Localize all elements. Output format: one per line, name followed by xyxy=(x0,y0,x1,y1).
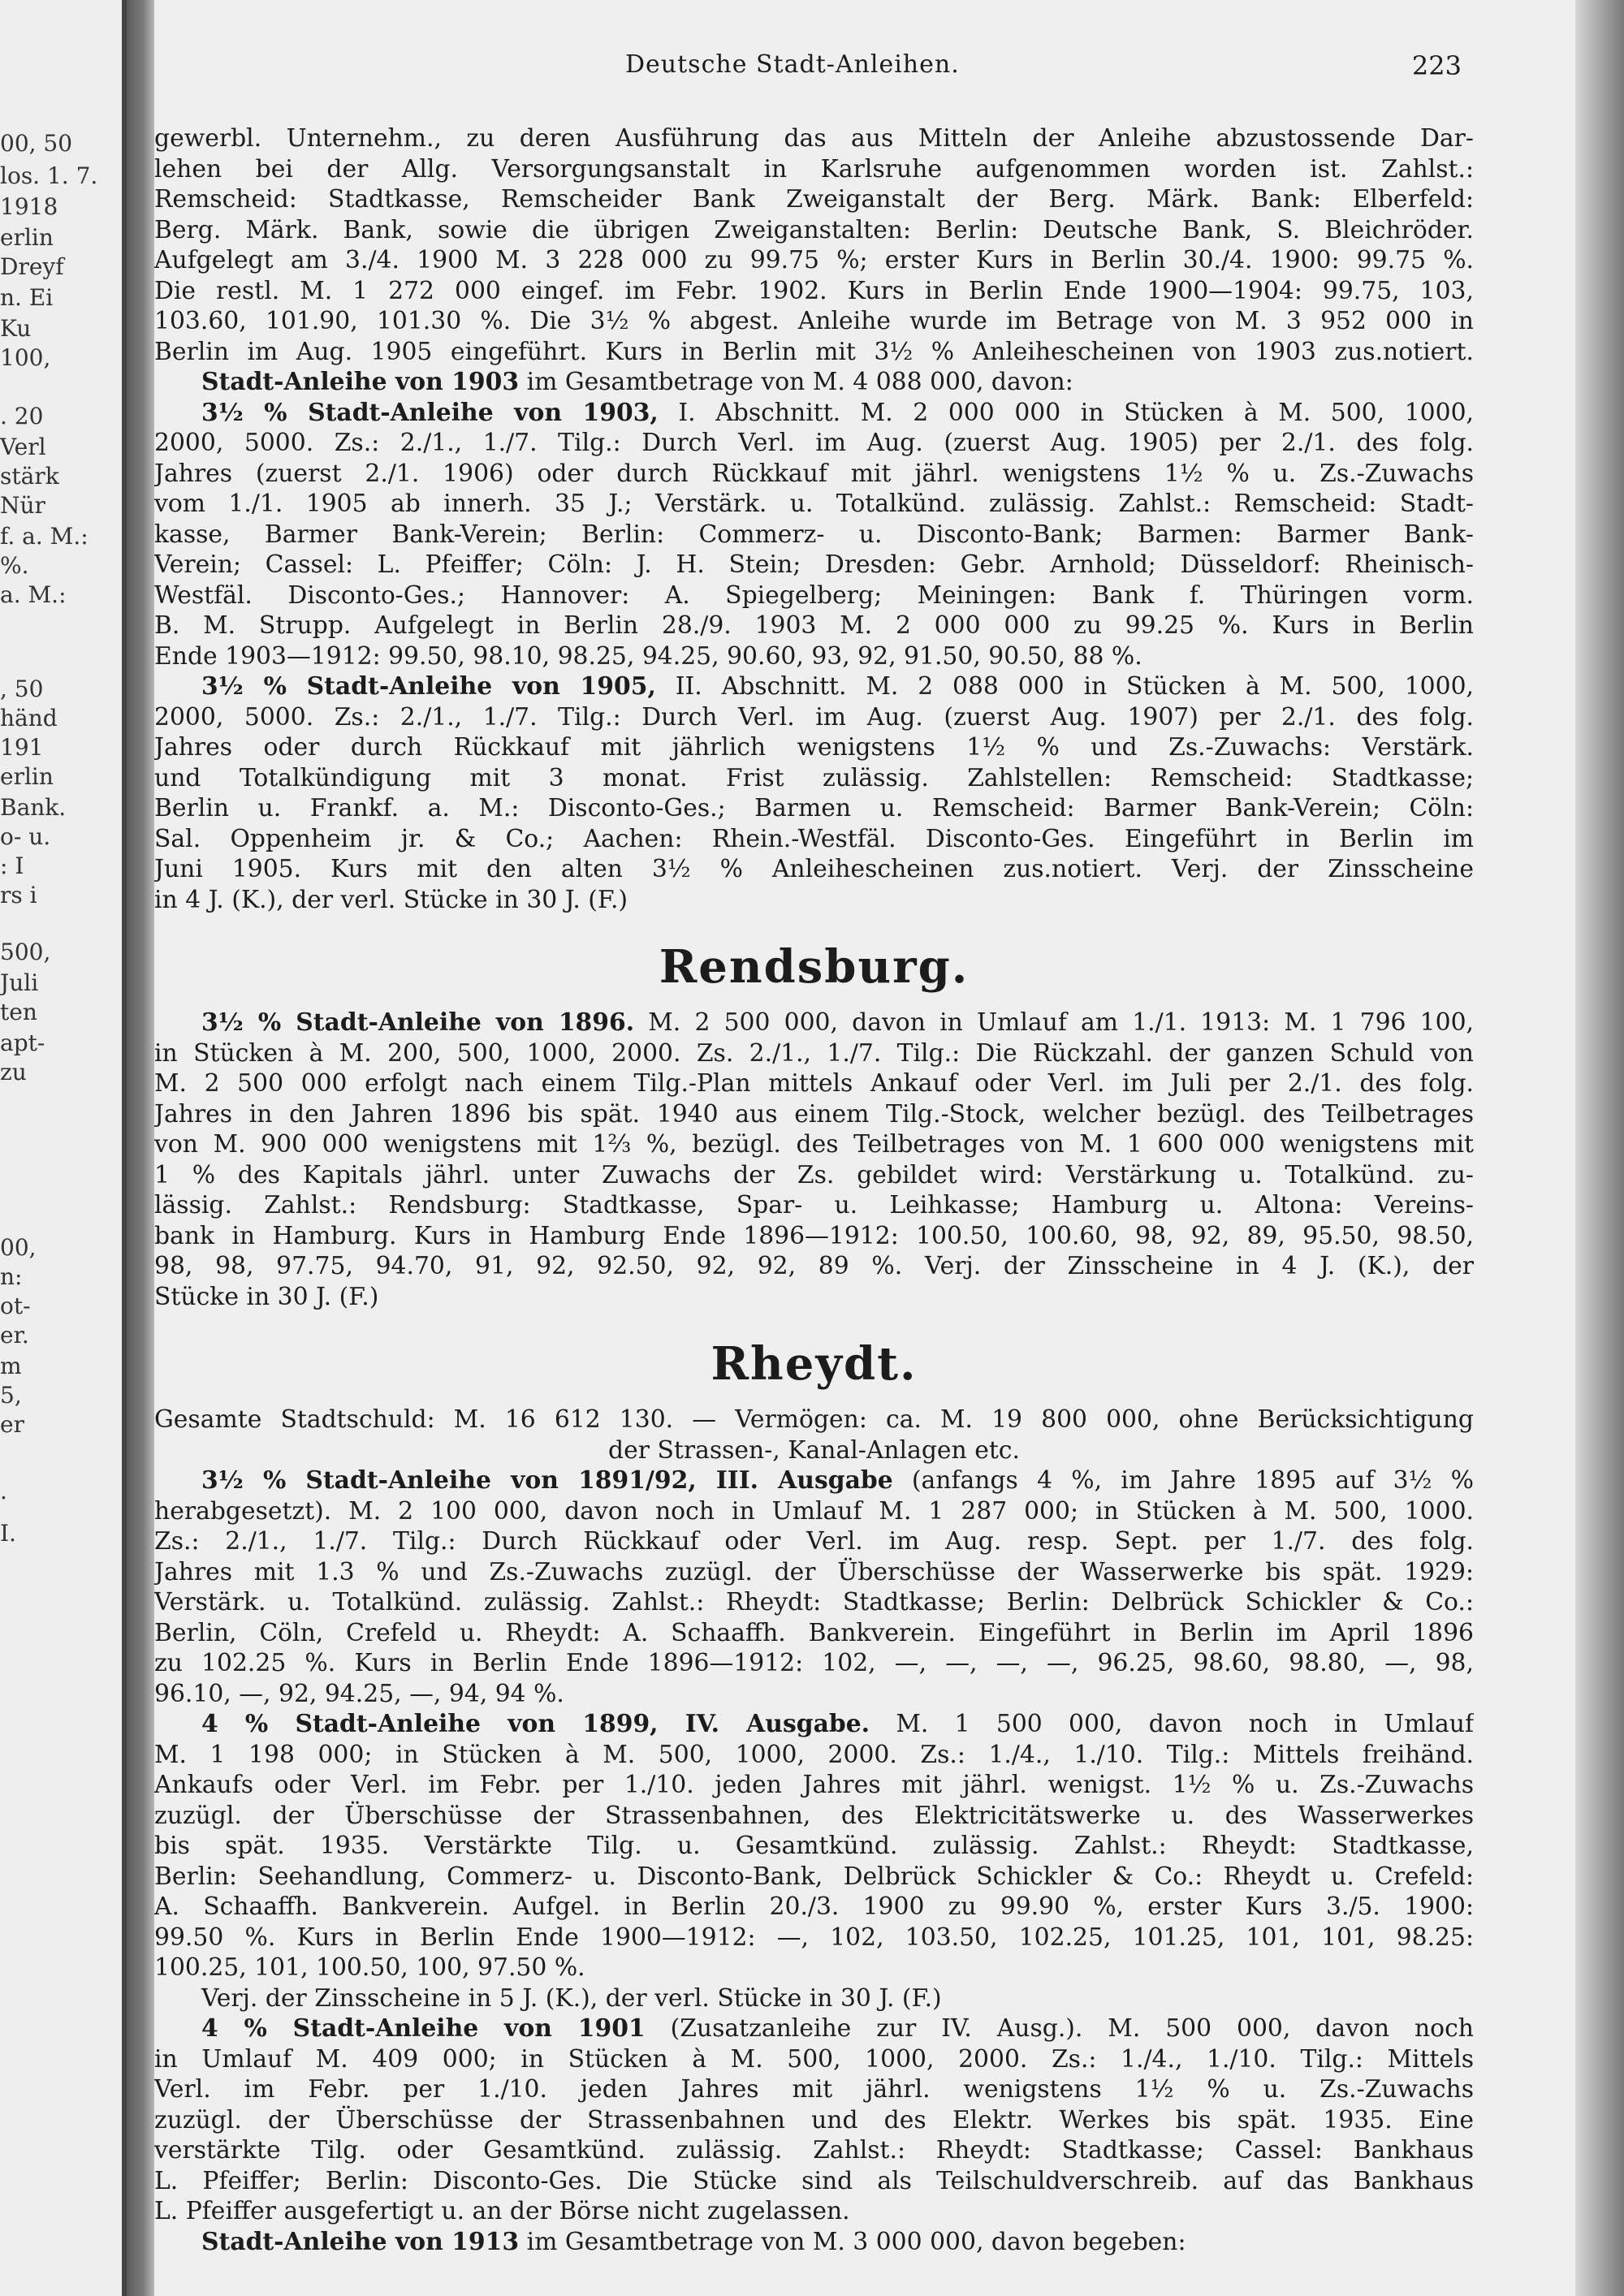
left-page-text-fragment: 00, xyxy=(0,1234,37,1261)
text-line: L. Pfeiffer ausgefertigt u. an der Börse nicht zugelassen. xyxy=(154,2197,850,2225)
loan-title: 3½ % Stadt-Anleihe von 1905, xyxy=(201,672,656,701)
left-page-text-fragment: %. xyxy=(0,552,29,579)
loan-1913-heading: Stadt-Anleihe von 1913 im Gesamtbetrage von M. 3 000 000, davon begeben: xyxy=(201,2227,1186,2256)
text-line: Sal. Oppenheim jr. & Co.; Aachen: Rhein.-Westfäl. Disconto-Ges. Eingeführt in Berlin im xyxy=(154,824,1474,853)
text-line: Remscheid: Stadtkasse, Remscheider Bank Zweiganstalt der Berg. Märk. Bank: Elberfeld: xyxy=(154,185,1474,214)
text-line: Ankaufs oder Verl. im Febr. per 1./10. jeden Jahres mit jährl. wenigst. 1½ % u. Zs.-Zuwachs xyxy=(154,1771,1474,1799)
text-line: Jahres (zuerst 2./1. 1906) oder durch Rückkauf mit jährl. wenigstens 1½ % u. Zs.-Zuwachs xyxy=(154,459,1474,488)
text-line: bis spät. 1935. Verstärkte Tilg. u. Gesamtkünd. zulässig. Zahlst.: Rheydt: Stadtkasse, xyxy=(154,1832,1474,1860)
section-title-rendsburg: Rendsburg. xyxy=(659,940,970,994)
text-line: Jahres in den Jahren 1896 bis spät. 1940 aus einem Tilg.-Stock, welcher bezügl. des Teilbetrages xyxy=(154,1099,1474,1129)
left-page-text-fragment: I. xyxy=(0,1520,16,1547)
text-line: 100.25, 101, 100.50, 100, 97.50 %. xyxy=(154,1953,585,1982)
text-line: kasse, Barmer Bank-Verein; Berlin: Commerz- u. Disconto-Bank; Barmen: Barmer Bank- xyxy=(154,520,1474,549)
left-page-text-fragment: apt- xyxy=(0,1029,45,1056)
text-line: B. M. Strupp. Aufgelegt in Berlin 28./9. 1903 M. 2 000 000 zu 99.25 %. Kurs in Berlin xyxy=(154,611,1474,640)
entry-first-line: 4 % Stadt-Anleihe von 1901 (Zusatzanleihe zur IV. Ausg.). M. 500 000, davon noch xyxy=(201,2014,1474,2043)
left-page-text-fragment: ot- xyxy=(0,1293,31,1319)
text-line: A. Schaaffh. Bankverein. Aufgel. in Berlin 20./3. 1900 zu 99.90 %, erster Kurs 3./5. 1900: xyxy=(154,1892,1474,1921)
text-line: in Umlauf M. 409 000; in Stücken à M. 500, 1000, 2000. Zs.: 1./4., 1./10. Tilg.: Mittels xyxy=(154,2044,1474,2074)
left-page-text-fragment: . 20 xyxy=(0,403,44,429)
text-line: in Stücken à M. 200, 500, 1000, 2000. Zs. 2./1., 1./7. Tilg.: Die Rückzahl. der ganzen Schuld von xyxy=(154,1038,1474,1068)
text-line: Berlin u. Frankf. a. M.: Disconto-Ges.; Barmen u. Remscheid: Barmer Bank-Verein; Cöln: xyxy=(154,794,1474,822)
loan-1903-heading: Stadt-Anleihe von 1903 im Gesamtbetrage von M. 4 088 000, davon: xyxy=(201,368,1073,396)
text-line: vom 1./1. 1905 ab innerh. 35 J.; Verstärk. u. Totalkünd. zulässig. Zahlst.: Remscheid: Stadt- xyxy=(154,490,1474,518)
left-page-text-fragment: o- u. xyxy=(0,823,51,850)
text-line: Berlin, Cöln, Crefeld u. Rheydt: A. Schaaffh. Bankverein. Eingeführt in Berlin im April 1896 xyxy=(154,1618,1474,1647)
loan-entry-rheydt-1891 xyxy=(154,1465,1474,1709)
loan-title: 3½ % Stadt-Anleihe von 1903, xyxy=(201,398,659,427)
left-page-text-fragment: Ku xyxy=(0,315,32,342)
text-line: 96.10, —, 92, 94.25, —, 94, 94 %. xyxy=(154,1679,564,1708)
left-page-text-fragment: Nür xyxy=(0,492,45,519)
section-title-rheydt: Rheydt. xyxy=(710,1337,918,1391)
left-page-text-fragment: 5, xyxy=(0,1382,22,1409)
entry-first-line: 4 % Stadt-Anleihe von 1899, IV. Ausgabe. M. 1 500 000, davon noch in Umlauf xyxy=(201,1710,1474,1738)
left-page-text-fragment: 191 xyxy=(0,734,44,761)
text-line: 2000, 5000. Zs.: 2./1., 1./7. Tilg.: Durch Verl. im Aug. (zuerst Aug. 1907) per 2./1. des folg. xyxy=(154,702,1474,732)
loan-entry-rendsburg-1896 xyxy=(154,1008,1474,1312)
text-line: Berlin: Seehandlung, Commerz- u. Disconto-Bank, Delbrück Schickler & Co.: Rheydt u. Crefeld: xyxy=(154,1862,1474,1891)
left-page-text-fragment: 00, 50 xyxy=(0,130,73,157)
text-line: Stücke in 30 J. (F.) xyxy=(154,1282,379,1311)
text-line: Verl. im Febr. per 1./10. jeden Jahres mit jährl. wenigstens 1½ % u. Zs.-Zuwachs xyxy=(154,2075,1474,2104)
text-line: Die restl. M. 1 272 000 eingef. im Febr. 1902. Kurs in Berlin Ende 1900—1904: 99.75, 103, xyxy=(154,276,1474,305)
left-page-text-fragment: Bank. xyxy=(0,794,67,821)
left-page-text-fragment: rs i xyxy=(0,882,37,908)
text-line: L. Pfeiffer; Berlin: Disconto-Ges. Die Stücke sind als Teilschuldverschreib. auf das Bankhaus xyxy=(154,2166,1474,2195)
text-line: Verj. der Zinsscheine in 5 J. (K.), der verl. Stücke in 30 J. (F.) xyxy=(201,1983,942,2013)
entry-first-line: 3½ % Stadt-Anleihe von 1896. M. 2 500 000, davon in Umlauf am 1./1. 1913: M. 1 796 100, xyxy=(201,1008,1474,1037)
text-line: M. 1 198 000; in Stücken à M. 500, 1000, 2000. Zs.: 1./4., 1./10. Tilg.: Mittels freihänd. xyxy=(154,1740,1474,1769)
left-page-text-fragment: 1918 xyxy=(0,193,58,220)
left-page-text-fragment: Dreyf xyxy=(0,253,64,280)
text-line: Berlin im Aug. 1905 eingeführt. Kurs in Berlin mit 3½ % Anleihescheinen von 1903 zus.notiert. xyxy=(154,337,1474,366)
text-line: 1 % des Kapitals jährl. unter Zuwachs der Zs. gebildet wird: Verstärkung u. Totalkünd. zu- xyxy=(154,1160,1474,1189)
text-line: 98, 98, 97.75, 94.70, 91, 92, 92.50, 92, 92, 89 %. Verj. der Zinsscheine in 4 J. (K.), der xyxy=(154,1252,1474,1280)
text-line: gewerbl. Unternehm., zu deren Ausführung das aus Mitteln der Anleihe abzustossende Dar- xyxy=(154,124,1474,153)
text-line: Jahres oder durch Rückkauf mit jährlich wenigstens 1½ % und Zs.-Zuwachs: Verstärk. xyxy=(154,733,1474,762)
loan-title: 4 % Stadt-Anleihe von 1901 xyxy=(201,2014,646,2043)
loan-title: 4 % Stadt-Anleihe von 1899, IV. Ausgabe. xyxy=(201,1710,870,1738)
text-line: Ende 1903—1912: 99.50, 98.10, 98.25, 94.25, 90.60, 93, 92, 91.50, 90.50, 88 %. xyxy=(154,641,1142,671)
left-page-text-fragment: : I xyxy=(0,852,24,879)
entry-first-line: 3½ % Stadt-Anleihe von 1903, I. Abschnitt. M. 2 000 000 in Stücken à M. 500, 1000, xyxy=(201,398,1474,427)
text-line: Verstärk. u. Totalkünd. zulässig. Zahlst.: Rheydt: Stadtkasse; Berlin: Delbrück Schickler & Co.: xyxy=(154,1588,1474,1616)
text-line: zuzügl. der Überschüsse der Strassenbahnen und des Elektr. Werkes bis spät. 1935. Eine xyxy=(154,2105,1474,2134)
page-edge xyxy=(1575,0,1624,2296)
left-page-text-fragment: 500, xyxy=(0,939,51,965)
text-line: Jahres mit 1.3 % und Zs.-Zuwachs zuzügl. der Überschüsse der Wasserwerke bis spät. 1929: xyxy=(154,1557,1474,1586)
text-line: in 4 J. (K.), der verl. Stücke in 30 J. (F.) xyxy=(154,885,628,914)
text-line: zu 102.25 %. Kurs in Berlin Ende 1896—1912: 102, —, —, —, —, 96.25, 98.60, 98.80, —, 98, xyxy=(154,1649,1474,1677)
text-line: Verein; Cassel: L. Pfeiffer; Cöln: J. H. Stein; Dresden: Gebr. Arnhold; Düsseldorf: Rheinisch- xyxy=(154,550,1474,579)
loan-entry-rheydt-1899 xyxy=(154,1709,1474,2013)
left-page-fragment xyxy=(0,0,127,2296)
book-gutter xyxy=(127,0,154,2296)
left-page-text-fragment: n: xyxy=(0,1263,23,1290)
left-page-text-fragment: 100, xyxy=(0,344,51,371)
left-page-text-fragment: f. a. M.: xyxy=(0,523,89,550)
left-page-text-fragment: . xyxy=(0,1478,7,1504)
loan-entry-1903 xyxy=(154,398,1474,672)
left-page-text-fragment: m xyxy=(0,1353,22,1379)
page-number: 223 xyxy=(1411,50,1462,81)
text-line: bank in Hamburg. Kurs in Hamburg Ende 1896—1912: 100.50, 100.60, 98, 92, 89, 95.50, 98.50, xyxy=(154,1221,1474,1250)
city-debt-summary: der Strassen-, Kanal-Anlagen etc. xyxy=(608,1435,1020,1465)
entry-first-line: 3½ % Stadt-Anleihe von 1905, II. Abschnitt. M. 2 088 000 in Stücken à M. 500, 1000, xyxy=(201,672,1474,701)
text-line: verstärkte Tilg. oder Gesamtkünd. zulässig. Zahlst.: Rheydt: Stadtkasse; Cassel: Bankhaus xyxy=(154,2136,1474,2164)
left-page-text-fragment: erlin xyxy=(0,224,54,251)
page-body xyxy=(154,123,1474,2257)
entry-first-line: 3½ % Stadt-Anleihe von 1891/92, III. Ausgabe (anfangs 4 %, im Jahre 1895 auf 3½ % xyxy=(201,1466,1474,1495)
text-line: lehen bei der Allg. Versorgungsanstalt in Karlsruhe aufgenommen worden ist. Zahlst.: xyxy=(154,154,1474,183)
left-page-text-fragment: ten xyxy=(0,999,37,1025)
running-title: Deutsche Stadt-Anleihen. xyxy=(625,50,960,79)
left-page-text-fragment: Verl xyxy=(0,434,46,460)
loan-title: Stadt-Anleihe von 1913 xyxy=(201,2227,520,2256)
text-line: herabgesetzt). M. 2 100 000, davon noch in Umlauf M. 1 287 000; in Stücken à M. 500, 1000. xyxy=(154,1496,1474,1526)
text-line: Westfäl. Disconto-Ges.; Hannover: A. Spiegelberg; Meiningen: Bank f. Thüringen vorm. xyxy=(154,580,1474,610)
left-page-text-fragment: händ xyxy=(0,705,58,732)
left-page-text-fragment: , 50 xyxy=(0,675,44,702)
loan-title: 3½ % Stadt-Anleihe von 1891/92, III. Ausgabe xyxy=(201,1466,893,1495)
text-line: Aufgelegt am 3./4. 1900 M. 3 228 000 zu 99.75 %; erster Kurs in Berlin 30./4. 1900: 99.75 %. xyxy=(154,246,1474,274)
text-line: 2000, 5000. Zs.: 2./1., 1./7. Tilg.: Durch Verl. im Aug. (zuerst Aug. 1905) per 2./1. des folg. xyxy=(154,429,1474,457)
left-page-text-fragment: er. xyxy=(0,1322,29,1349)
text-line: lässig. Zahlst.: Rendsburg: Stadtkasse, Spar- u. Leihkasse; Hamburg u. Altona: Vereins- xyxy=(154,1191,1474,1219)
text-line: M. 2 500 000 erfolgt nach einem Tilg.-Plan mittels Ankauf oder Verl. im Juli per 2./1. des folg. xyxy=(154,1069,1474,1098)
remscheid-continuation xyxy=(154,123,1474,398)
city-debt-summary: Gesamte Stadtschuld: M. 16 612 130. — Vermögen: ca. M. 19 800 000, ohne Berücksichtigung xyxy=(154,1405,1474,1434)
text-line: 99.50 %. Kurs in Berlin Ende 1900—1912: —, 102, 103.50, 102.25, 101.25, 101, 101, 98.25: xyxy=(154,1923,1474,1952)
left-page-text-fragment: stärk xyxy=(0,463,59,490)
loan-title: Stadt-Anleihe von 1903 xyxy=(201,368,520,396)
text-line: von M. 900 000 wenigstens mit 1⅔ %, bezügl. des Teilbetrages von M. 1 600 000 wenigstens mit xyxy=(154,1130,1474,1159)
left-page-text-fragment: zu xyxy=(0,1059,27,1085)
text-line: 103.60, 101.90, 101.30 %. Die 3½ % abgest. Anleihe wurde im Betrage von M. 3 952 000 in xyxy=(154,307,1474,335)
page xyxy=(154,0,1575,2296)
left-page-text-fragment: los. 1. 7. xyxy=(0,162,98,189)
left-page-text-fragment: n. Ei xyxy=(0,284,54,311)
text-line: und Totalkündigung mit 3 monat. Frist zulässig. Zahlstellen: Remscheid: Stadtkasse; xyxy=(154,763,1474,792)
loan-title: 3½ % Stadt-Anleihe von 1896. xyxy=(201,1008,635,1037)
left-page-text-fragment: er xyxy=(0,1411,24,1438)
left-page-text-fragment: Juli xyxy=(0,969,39,996)
text-line: zuzügl. der Überschüsse der Strassenbahnen, des Elektricitätswerke u. des Wasserwerkes xyxy=(154,1801,1474,1830)
text-line: Juni 1905. Kurs mit den alten 3½ % Anleihescheinen zus.notiert. Verj. der Zinsscheine xyxy=(154,855,1474,883)
text-line: Zs.: 2./1., 1./7. Tilg.: Durch Rückkauf oder Verl. im Aug. resp. Sept. per 1./7. des folg. xyxy=(154,1527,1474,1556)
loan-entry-rheydt-1901 xyxy=(154,2013,1474,2227)
loan-entry-1905 xyxy=(154,671,1474,915)
left-page-text-fragment: a. M.: xyxy=(0,581,67,608)
left-page-text-fragment: erlin xyxy=(0,763,54,790)
running-header xyxy=(154,50,1470,83)
text-line: Berg. Märk. Bank, sowie die übrigen Zweiganstalten: Berlin: Deutsche Bank, S. Bleichröder. xyxy=(154,215,1474,244)
